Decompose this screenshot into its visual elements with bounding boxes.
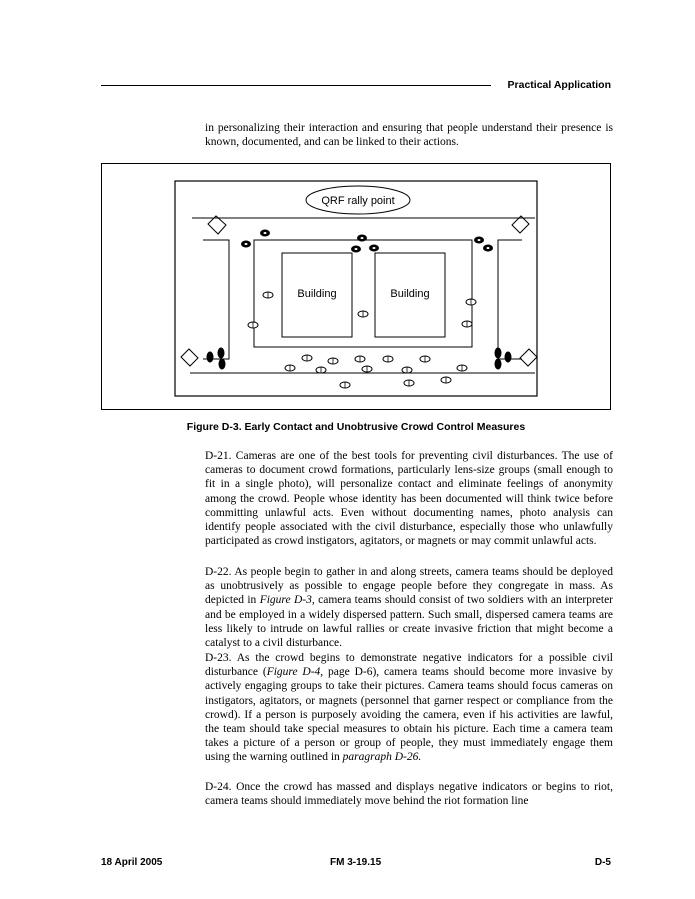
paragraph-d21: D-21. Cameras are one of the best tools for preventing civil disturbances. The use of cameras to document crowd formations, particularly lens-size groups (small enough to fit in a single photo), will personalize contact and eliminate feelings of anonymity among the crowd. People whose identity has been documented will think twice before committing unlawful acts. Even without documenting names, photo analysis can identify people associated with the civil disturbance, especially those who unlawfully participated as crowd instigators, agitators, or magnets or may commit unlawful acts.: [205, 450, 613, 548]
vehicle-bottom-right: [520, 349, 537, 366]
figure-reference: Figure D-3,: [259, 594, 315, 607]
footer-doc-id: FM 3-19.15: [330, 857, 382, 868]
paragraph-d22: D-22. As people begin to gather in and along streets, camera teams should be deployed as unobtrusively as possible to engage people before they congregate in mass. As depicted in Figure D-3, camera teams should consist of two soldiers with an interpreter and be employed in a widely dispersed pattern. Such small, dispersed camera teams are less likely to intrude on lawful rallies or create invasive friction that might become a catalyst to a civil disturbance.: [205, 566, 614, 650]
crowd-diagram: [102, 164, 612, 411]
camera-team: [505, 352, 511, 362]
camera-team: [495, 359, 501, 369]
rally-point-label: QRF rally point: [321, 195, 395, 207]
figure-reference: Figure D-4,: [266, 666, 324, 679]
paragraph-d24: D-24. Once the crowd has massed and displays negative indicators or begins to riot, camera teams should immediately move behind the riot formation line: [205, 781, 613, 808]
building-right-label: Building: [390, 288, 430, 300]
camera-team: [219, 359, 225, 369]
figure-d3: [101, 163, 611, 410]
figure-caption: Figure D-3. Early Contact and Unobtrusive Crowd Control Measures: [186, 421, 526, 433]
paragraph-reference: paragraph D-26.: [342, 751, 422, 764]
vehicle-bottom-left: [181, 349, 198, 366]
running-header: Practical Application: [507, 79, 611, 91]
camera-team: [218, 348, 224, 358]
footer-date: 18 April 2005: [101, 857, 163, 868]
vehicle-top-left: [208, 216, 226, 234]
header-rule: [101, 85, 491, 86]
intro-paragraph: in personalizing their interaction and ensuring that people understand their presence is known, documented, and can be linked to their actions.: [205, 122, 613, 149]
side-block-left: [203, 240, 229, 359]
paragraph-d23: D-23. As the crowd begins to demonstrate negative indicators for a possible civil disturbance (Figure D-4, page D-6), camera teams should become more invasive by actively engaging groups to take their pictures. Camera teams should focus cameras on instigators, agitators, or magnets (personnel that garner respect or compliance from the crowd). If a person is purposely avoiding the camera, even if his activities are lawful, the team should take special measures to obtain his picture. Each time a camera team takes a picture of a person or group of people, they must immediately engage them using the warning outlined in paragraph D-26.: [205, 652, 613, 764]
camera-team: [495, 348, 501, 358]
camera-team: [207, 352, 213, 362]
building-left-label: Building: [297, 288, 337, 300]
vehicle-top-right: [512, 216, 529, 233]
footer-page-number: D-5: [594, 857, 611, 868]
side-block-right: [498, 240, 522, 359]
city-block: [254, 240, 472, 347]
